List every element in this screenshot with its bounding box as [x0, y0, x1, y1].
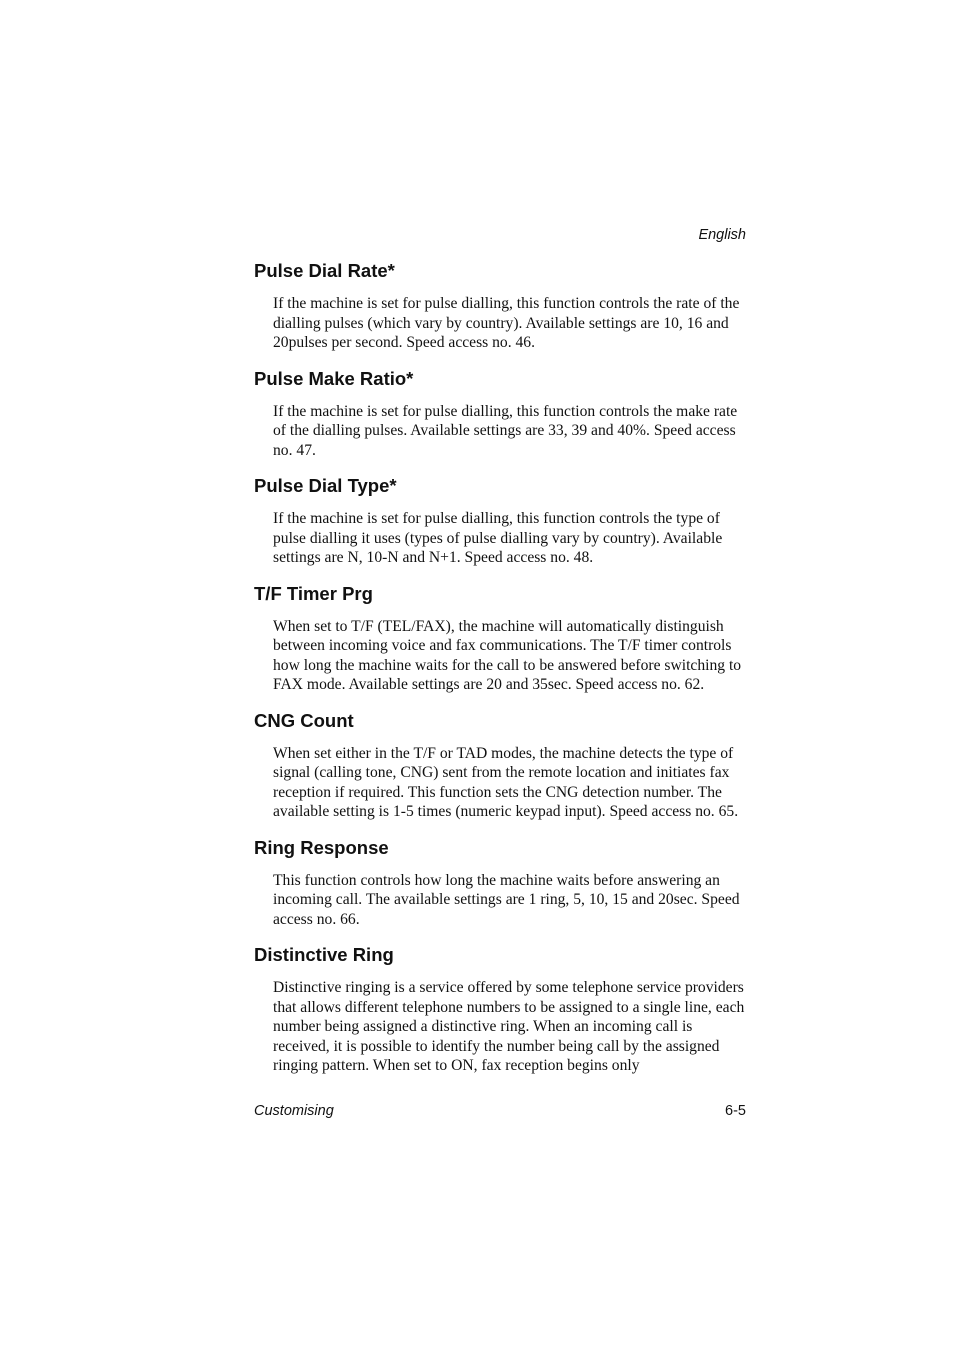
section-body: This function controls how long the machine waits before answering an incoming call. The available settings are 1 ring, 5, 10, 15 and 20sec. Speed access no. 66.	[273, 871, 740, 928]
section-pulse-dial-rate	[254, 258, 746, 353]
section-heading: T/F Timer Prg	[254, 582, 373, 604]
section-heading: CNG Count	[254, 709, 354, 731]
section-pulse-dial-type	[254, 473, 746, 568]
section-distinctive-ring	[254, 942, 746, 1076]
section-body: When set either in the T/F or TAD modes, the machine detects the type of signal (calling tone, CNG) sent from the remote location and initiates fax reception if required. This function sets the CNG detection number. The available setting is 1-5 times (numeric keypad input). Speed access no. 65.	[273, 744, 739, 820]
section-cng-count	[254, 708, 746, 822]
footer-chapter: Customising	[254, 1103, 334, 1119]
section-body: When set to T/F (TEL/FAX), the machine will automatically distinguish between incoming voice and fax communications. The T/F timer controls how long the machine waits for the call to be answered before switching to FAX mode. Available settings are 20 and 35sec. Speed access no. 62.	[273, 617, 742, 693]
section-heading: Distinctive Ring	[254, 944, 394, 965]
footer-page-number: 6-5	[725, 1103, 746, 1119]
section-heading: Pulse Dial Type*	[254, 475, 397, 496]
section-heading: Pulse Make Ratio*	[254, 367, 414, 389]
section-body: If the machine is set for pulse dialling, this function controls the type of pulse dialling it uses (types of pulse dialling vary by country). Available settings are N, 10-N and N+1. Speed access no. 48.	[273, 510, 723, 566]
section-body: If the machine is set for pulse dialling, this function controls the make rate of the dialling pulses. Available settings are 33, 39 and 40%. Speed access no. 47.	[273, 402, 738, 459]
section-heading: Ring Response	[254, 836, 389, 858]
header-language: English	[698, 227, 746, 243]
section-tf-timer-prg	[254, 581, 746, 695]
page-footer	[254, 1103, 746, 1119]
section-heading: Pulse Dial Rate*	[254, 260, 395, 281]
section-body: If the machine is set for pulse dialling, this function controls the rate of the dialling pulses (which vary by country). Available settings are 10, 16 and 20pulses per second. Speed access no. 46.	[273, 295, 740, 351]
section-ring-response	[254, 835, 746, 930]
section-pulse-make-ratio	[254, 366, 746, 461]
section-body: Distinctive ringing is a service offered by some telephone service providers that allows different telephone numbers to be assigned to a single line, each number being assigned a distinctive ring. When an incoming call is received, it is possible to identify the number being call by the assigned ringing pattern. When set to ON, fax reception begins only	[273, 979, 745, 1074]
page-content	[254, 258, 746, 1089]
